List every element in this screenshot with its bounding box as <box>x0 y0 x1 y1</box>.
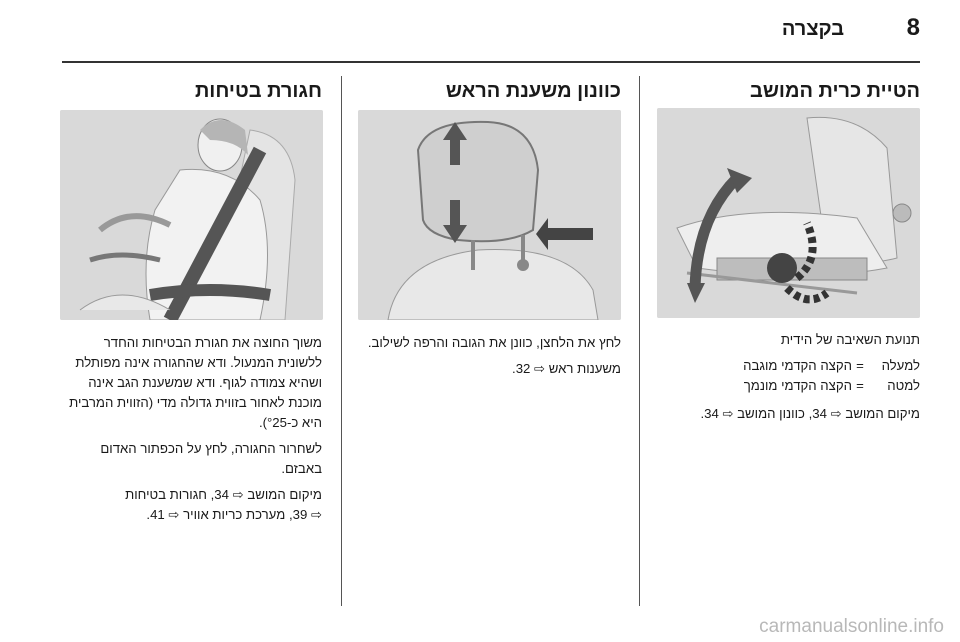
header-rule <box>62 61 920 63</box>
section-title-headrest: כוונון משענת הראש <box>445 80 621 102</box>
seat-belt-illustration <box>60 110 323 320</box>
seat-tilt-caption: תנועת השאיבה של הידית <box>780 332 920 347</box>
tilt-row-down <box>658 376 920 396</box>
seat-tilt-text <box>658 330 920 430</box>
headrest-instruction: לחץ את הלחצן, כוונן את הגובה והרפה לשילוב. <box>367 335 621 350</box>
column-divider-left <box>341 76 342 606</box>
page-number: 8 <box>906 14 920 41</box>
section-title-seat-belt: חגורת בטיחות <box>194 80 322 102</box>
seat-tilt-section <box>658 78 920 104</box>
headrest-illustration <box>358 110 621 320</box>
headrest-text <box>359 333 621 385</box>
headrest-section <box>359 78 621 104</box>
tilt-row-up-value: הקצה הקדמי מוגבה <box>743 358 852 373</box>
seat-belt-section <box>60 78 322 104</box>
seat-tilt-illustration <box>657 108 920 318</box>
seat-belt-instruction: משוך החוצה את חגורת הבטיחות והחדר ללשונית המנעול. ודא שהחגורה אינה מפותלת ושהיא צמודה לגוף. ודא שמשענת הגב אינה מוכנת לאחור בזווית גדולה מדי (הזווית המרבית היא כ-°25). <box>69 335 322 430</box>
chapter-title: בקצרה <box>781 18 844 40</box>
tilt-row-down-value: הקצה הקדמי מונמך <box>743 378 852 393</box>
section-title-seat-tilt: הטיית כרית המושב <box>750 80 920 102</box>
tilt-row-up-eq: = <box>856 358 864 373</box>
seat-tilt-reference: מיקום המושב ⇨ 34, כוונון המושב ⇨ 34. <box>700 406 920 421</box>
tilt-row-down-eq: = <box>856 378 864 393</box>
tilt-row-down-key: למטה <box>887 378 920 393</box>
tilt-row-up <box>658 356 920 376</box>
seat-belt-text <box>60 333 322 531</box>
seat-belt-reference-1: מיקום המושב ⇨ 34, חגורות בטיחות <box>125 487 322 502</box>
column-divider-right <box>639 76 640 606</box>
headrest-reference: משענות ראש ⇨ 32. <box>512 361 621 376</box>
seat-belt-release: לשחרור החגורה, לחץ על הכפתור האדום באבזם. <box>100 441 322 476</box>
tilt-row-up-key: למעלה <box>881 358 920 373</box>
page-header <box>0 0 960 62</box>
watermark: carmanualsonline.info <box>759 616 944 637</box>
seat-belt-reference-2: ⇨ 39, מערכת כריות אוויר ⇨ 41. <box>146 507 322 522</box>
